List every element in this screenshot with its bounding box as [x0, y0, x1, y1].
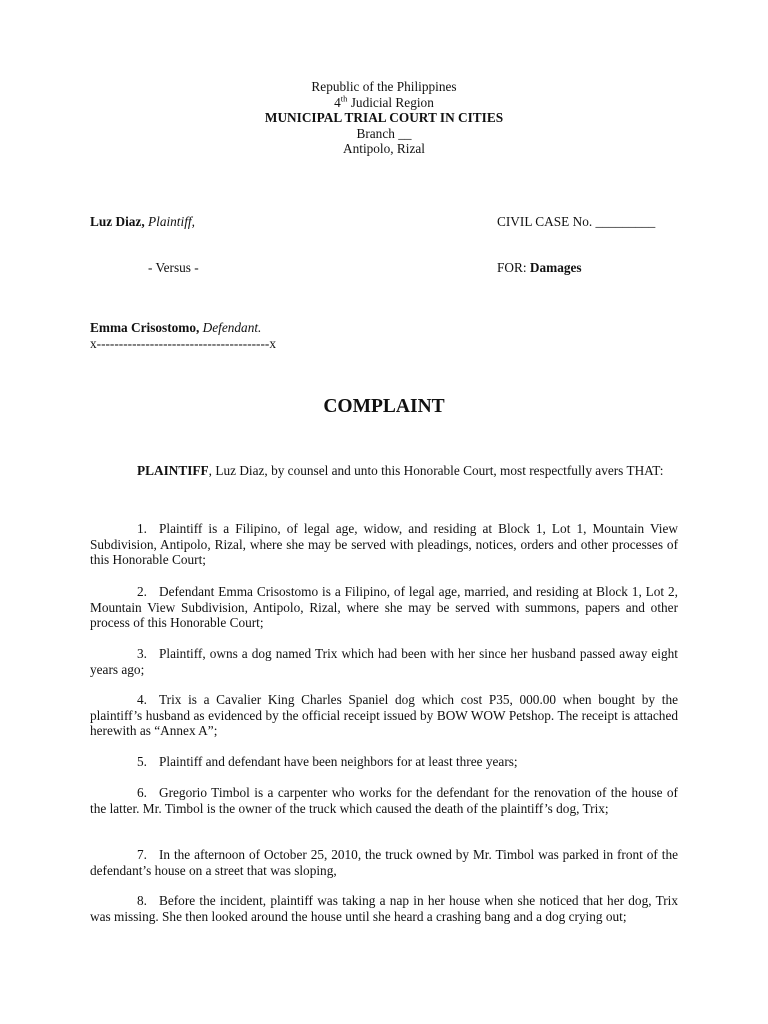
paragraph-text: Trix is a Cavalier King Charles Spaniel dog which cost P35, 000.00 when bought by the plaintiff’s husband as evidenced by the official receipt issued by BOW WOW Petshop. The receipt is attached herewith as “Annex A”; — [90, 692, 678, 738]
caption-separator: x---------------------------------------x — [90, 336, 276, 351]
paragraph-number: 5. — [137, 754, 147, 769]
header-court-name: MUNICIPAL TRIAL COURT IN CITIES — [264, 110, 504, 125]
region-suffix: th — [340, 93, 348, 104]
defendant-role: Defendant. — [199, 320, 262, 335]
paragraph-number: 2. — [137, 584, 147, 599]
paragraph-7 — [90, 847, 678, 878]
case-number: CIVIL CASE No. _________ — [497, 214, 656, 229]
header-branch: Branch __ — [356, 125, 412, 141]
paragraph-text: Gregorio Timbol is a carpenter who works for the defendant for the renovation of the house of the latter. Mr. Timbol is the owner of the truck which caused the death of the plaintiff’s dog, Trix; — [90, 785, 678, 816]
paragraph-2 — [90, 584, 678, 631]
plaintiff-name: Luz Diaz, — [90, 214, 145, 229]
paragraph-number: 8. — [137, 893, 147, 908]
defendant-name: Emma Crisostomo, — [90, 320, 200, 335]
plaintiff-caption — [90, 214, 195, 230]
paragraph-5 — [90, 754, 678, 770]
paragraph-number: 3. — [137, 646, 147, 661]
versus-label: - Versus - — [148, 260, 199, 275]
intro-text: , Luz Diaz, by counsel and unto this Honorable Court, most respectfully avers THAT: — [208, 463, 664, 478]
paragraph-3 — [90, 646, 678, 677]
defendant-caption — [90, 320, 261, 336]
paragraph-text: Plaintiff and defendant have been neighbors for at least three years; — [158, 754, 518, 769]
header-region — [0, 95, 768, 111]
document-title: COMPLAINT — [323, 396, 445, 417]
plaintiff-role: Plaintiff, — [144, 214, 195, 229]
region-number: 4 — [334, 94, 341, 110]
paragraph-text: Plaintiff is a Filipino, of legal age, widow, and residing at Block 1, Lot 1, Mountain View Subdivision, Antipolo, Rizal, where she may be served with pleadings, notices, orders and other processes of this Honorable Court; — [90, 521, 678, 567]
paragraph-text: In the afternoon of October 25, 2010, the truck owned by Mr. Timbol was parked in front of the defendant’s house on a street that was sloping, — [90, 847, 678, 878]
header-republic: Republic of the Philippines — [311, 79, 457, 94]
court-header — [0, 79, 768, 157]
case-subject — [497, 260, 582, 276]
paragraph-number: 1. — [137, 521, 147, 536]
paragraph-text: Before the incident, plaintiff was taking a nap in her house when she noticed that her dog, Trix was missing. She then looked around the house until she heard a crashing bang and a dog crying out; — [90, 893, 678, 924]
region-label: Judicial Region — [347, 94, 434, 110]
paragraph-8 — [90, 893, 678, 924]
paragraph-number: 6. — [137, 785, 147, 800]
paragraph-text: Plaintiff, owns a dog named Trix which had been with her since her husband passed away eight years ago; — [90, 646, 678, 677]
paragraph-text: Defendant Emma Crisostomo is a Filipino, of legal age, married, and residing at Block 1, Lot 2, Mountain View Subdivision, Antipolo, Rizal, where she may be served with summons, papers and other process of this Honorable Court; — [90, 584, 678, 630]
case-subject-label: FOR: — [497, 260, 530, 275]
paragraph-6 — [90, 785, 678, 816]
intro-lead: PLAINTIFF — [137, 463, 209, 478]
paragraph-number: 7. — [137, 847, 147, 862]
header-location: Antipolo, Rizal — [343, 141, 425, 156]
case-subject-value: Damages — [529, 260, 582, 275]
paragraph-1 — [90, 521, 678, 568]
paragraph-4 — [90, 692, 678, 739]
paragraph-number: 4. — [137, 692, 147, 707]
intro-paragraph — [90, 463, 678, 479]
